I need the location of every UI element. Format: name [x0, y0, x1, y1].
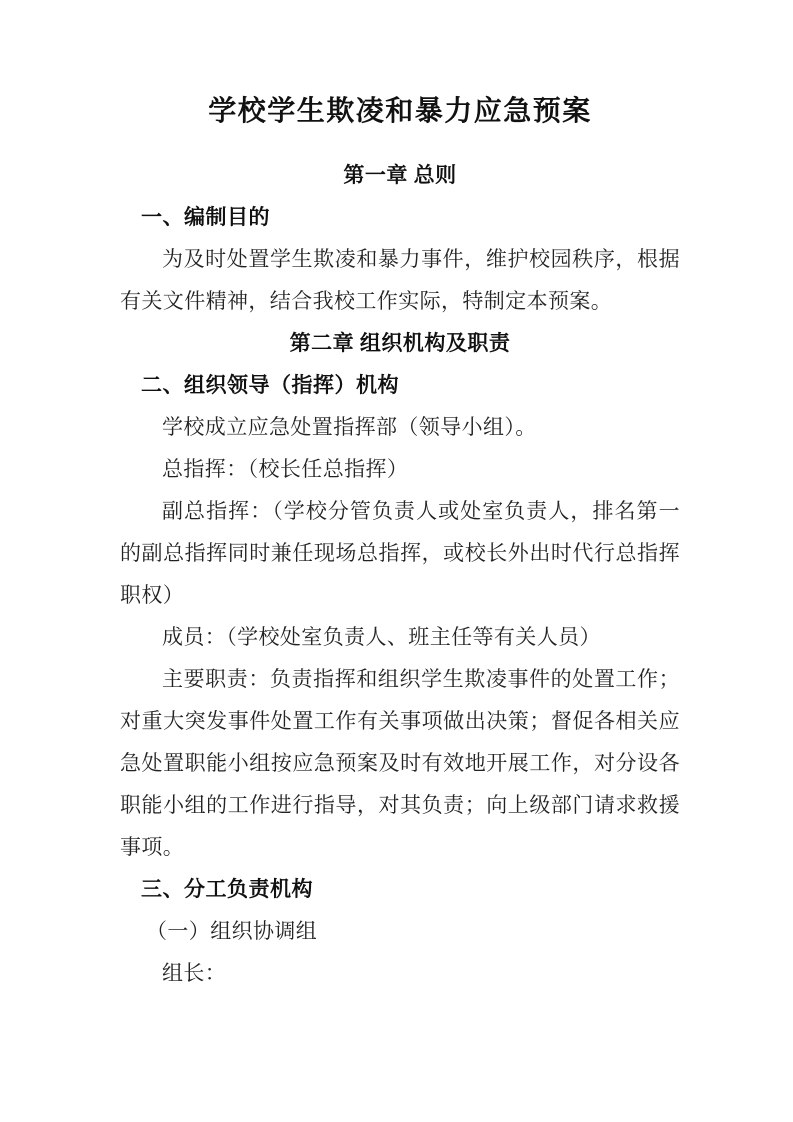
paragraph-purpose: 为及时处置学生欺凌和暴力事件，维护校园秩序，根据有关文件精神，结合我校工作实际，特制定本预案。: [120, 247, 680, 313]
title-spacer: [120, 132, 680, 154]
paragraph-members: 成员：（学校处室负责人、班主任等有关人员）: [162, 625, 601, 649]
subitem-coordination-group: （一）组织协调组: [146, 919, 318, 943]
section-heading-1: 一、编制目的: [141, 205, 270, 229]
paragraph-main-duties: 主要职责：负责指挥和组织学生欺凌事件的处置工作；对重大突发事件处置工作有关事项做出决策；督促各相关应急处置职能小组按应急预案及时有效地开展工作，对分设各职能小组的工作进行指导，对其负责；向上级部门请求救援事项。: [120, 667, 680, 859]
chapter-heading-1: 第一章 总则: [343, 163, 457, 187]
section-heading-2: 二、组织领导（指挥）机构: [141, 373, 399, 397]
page-title: 学校学生欺凌和暴力应急预案: [208, 96, 592, 127]
paragraph-deputy-commander: 副总指挥：（学校分管负责人或处室负责人，排名第一的副总指挥同时兼任现场总指挥，或校长外出时代行总指挥职权）: [120, 499, 680, 607]
paragraph-command-center: 学校成立应急处置指挥部（领导小组）。: [162, 415, 537, 439]
document-body: [120, 0, 680, 994]
paragraph-group-leader: 组长：: [162, 961, 227, 985]
section-heading-3: 三、分工负责机构: [141, 877, 313, 901]
chapter-heading-2: 第二章 组织机构及职责: [289, 331, 511, 355]
paragraph-chief-commander: 总指挥：（校长任总指挥）: [162, 457, 409, 481]
